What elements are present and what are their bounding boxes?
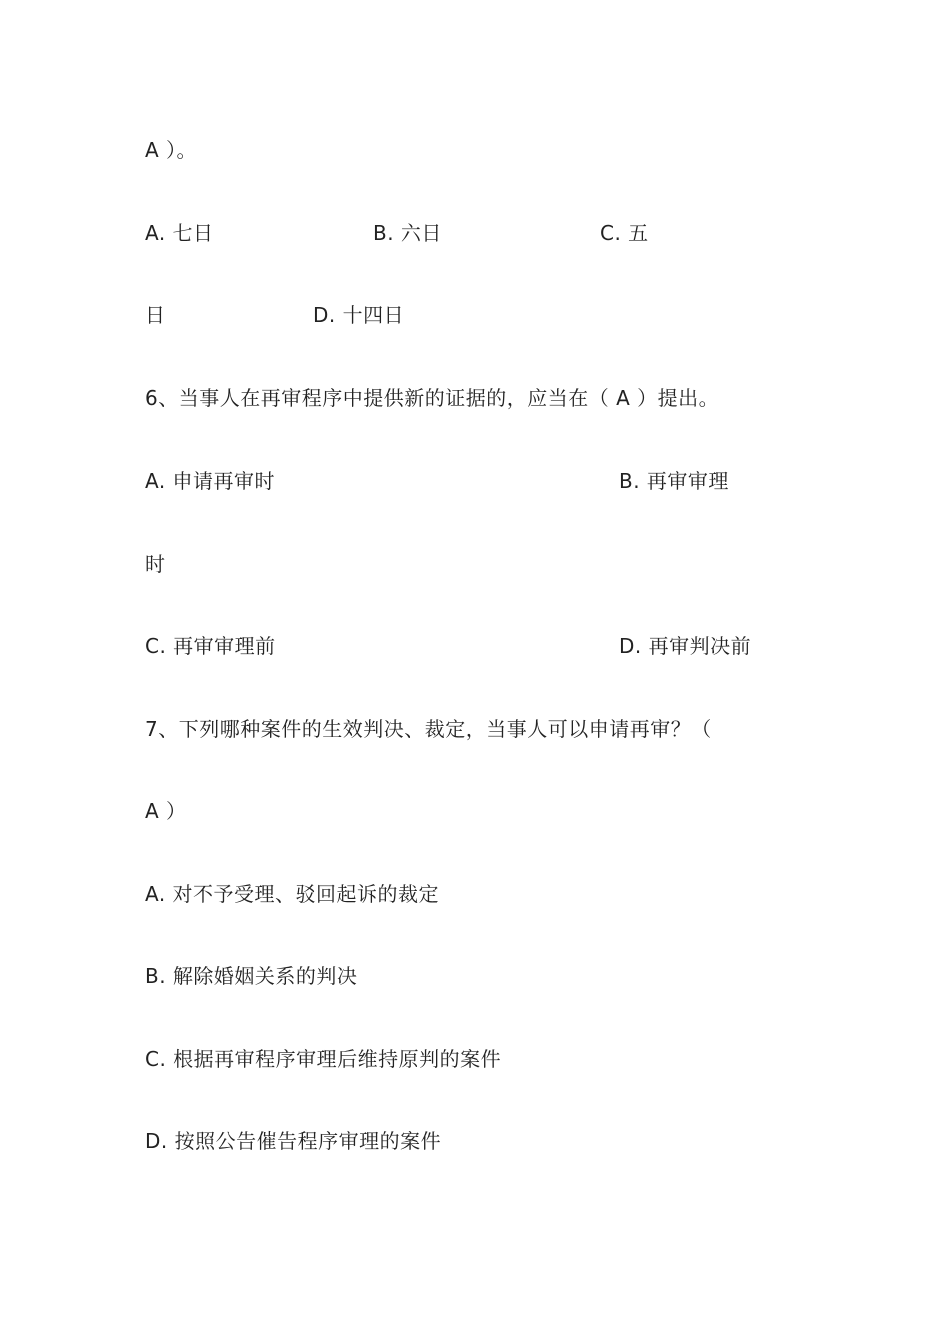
- q6-options-row-2: [145, 633, 845, 659]
- question-7: [145, 716, 712, 742]
- question-6-text: 6、当事人在再审程序中提供新的证据的，应当在（ A ）提出。: [145, 386, 720, 410]
- q6-option-b: B. 再审审理: [619, 469, 729, 493]
- q7-option-a: A. 对不予受理、驳回起诉的裁定: [145, 882, 440, 906]
- option-d: D. 十四日: [313, 303, 405, 327]
- question-7-answer: [145, 798, 187, 824]
- option-a: A. 七日: [145, 221, 214, 245]
- question-7-text: 7、下列哪种案件的生效判决、裁定，当事人可以申请再审？（: [145, 717, 712, 741]
- option-c: C. 五: [600, 221, 649, 245]
- option-c-continued: 日: [145, 303, 166, 327]
- options-row: [145, 220, 845, 246]
- q6-options-row-1: [145, 468, 845, 494]
- q7-option-a-row: [145, 881, 439, 907]
- q6-option-b-continued-row: [145, 551, 166, 577]
- answer-text: A ）。: [145, 138, 198, 162]
- option-b: B. 六日: [373, 221, 442, 245]
- q6-option-c: C. 再审审理前: [145, 634, 276, 658]
- q7-option-d-row: [145, 1128, 441, 1154]
- q6-option-b-continued: 时: [145, 552, 166, 576]
- question-7-answer-text: A ）: [145, 799, 187, 823]
- q7-option-d: D. 按照公告催告程序审理的案件: [145, 1129, 442, 1153]
- q7-option-b-row: [145, 963, 357, 989]
- q6-option-d: D. 再审判决前: [619, 634, 752, 658]
- q7-option-b: B. 解除婚姻关系的判决: [145, 964, 358, 988]
- answer-line: [145, 137, 197, 163]
- options-row-continued: [145, 302, 845, 328]
- q7-option-c-row: [145, 1046, 501, 1072]
- q7-option-c: C. 根据再审程序审理后维持原判的案件: [145, 1047, 502, 1071]
- q6-option-a: A. 申请再审时: [145, 469, 276, 493]
- question-6: [145, 385, 719, 411]
